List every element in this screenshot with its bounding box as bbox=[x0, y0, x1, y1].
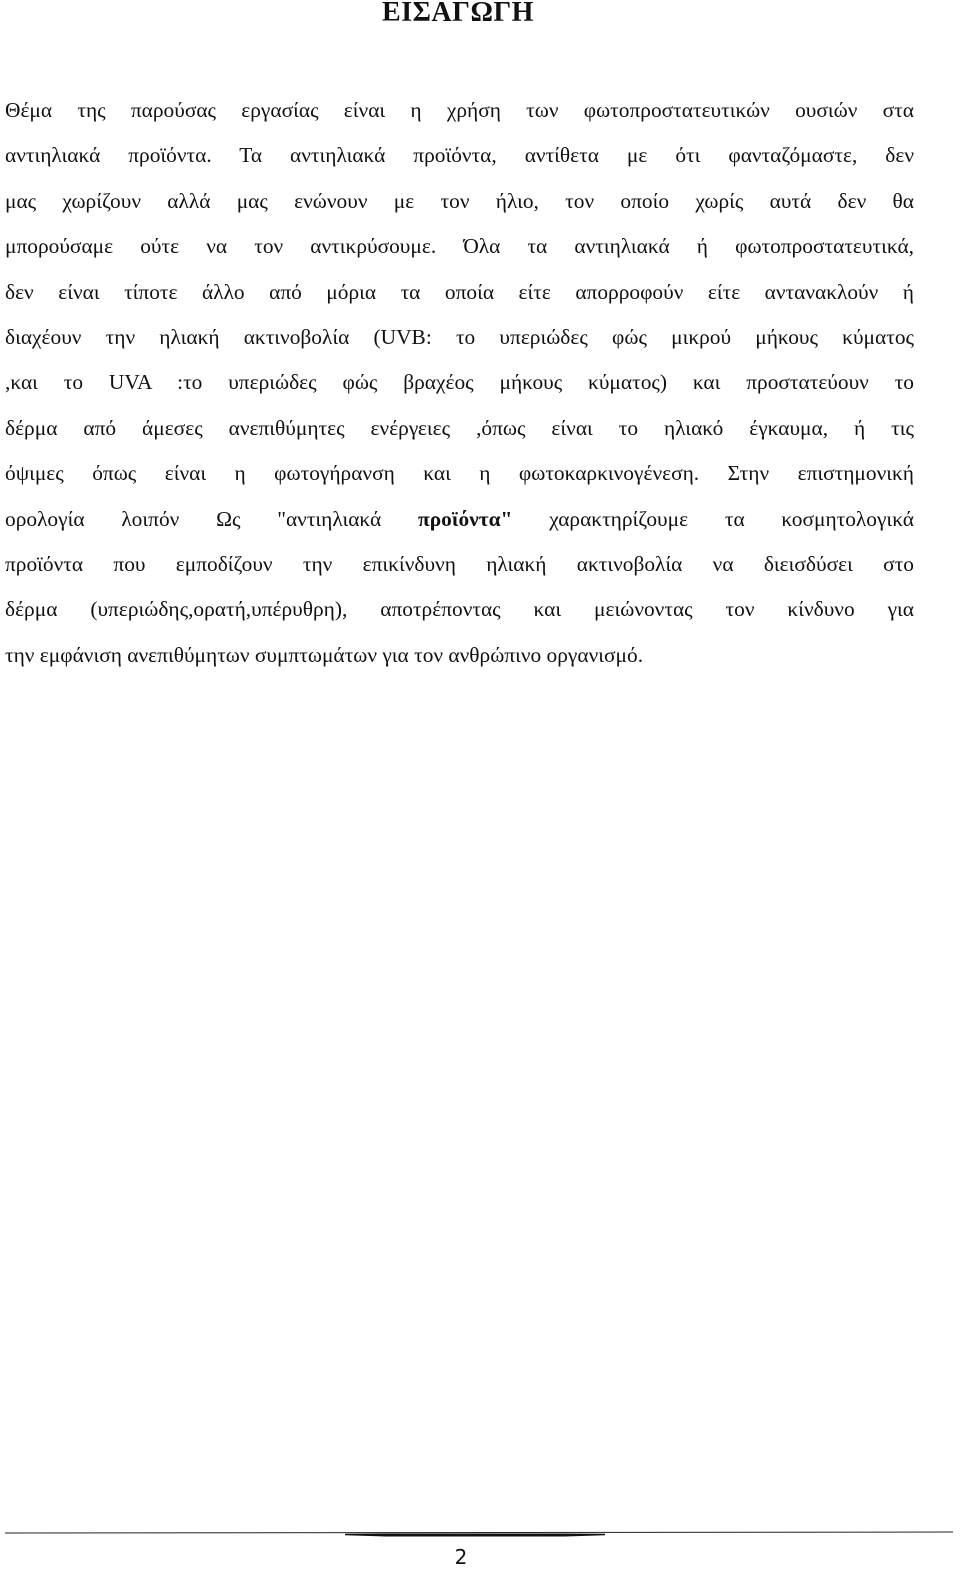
paragraph-line-7: ,και το UVA :το υπεριώδες φώς βραχέος μήκους κύματος) και προστατεύουν το bbox=[5, 370, 914, 395]
page-number: 2 bbox=[454, 1545, 468, 1569]
paragraph-line-4: μπορούσαμε ούτε να τον αντικρύσουμε. Όλα τα αντιηλιακά ή φωτοπροστατευτικά, bbox=[5, 234, 914, 259]
paragraph-line-1: Θέμα της παρούσας εργασίας είναι η χρήση των φωτοπροστατευτικών ουσιών στα bbox=[5, 98, 914, 122]
line-10-text-before: ορολογία λοιπόν Ως "αντιηλιακά bbox=[5, 506, 418, 531]
paragraph-line-13: την εμφάνιση ανεπιθύμητων συμπτωμάτων για τον ανθρώπινο οργανισμό. bbox=[5, 642, 644, 667]
page-title: ΕΙΣΑΓΩΓΗ bbox=[382, 0, 534, 28]
footer-rule bbox=[5, 1531, 953, 1537]
paragraph-line-9: όψιμες όπως είναι η φωτογήρανση και η φωτοκαρκινογένεση. Στην επιστημονική bbox=[5, 461, 914, 486]
paragraph-line-12: δέρμα (υπεριώδης,ορατή,υπέρυθρη), αποτρέποντας και μειώνοντας τον κίνδυνο για bbox=[5, 597, 914, 622]
paragraph-line-8: δέρμα από άμεσες ανεπιθύμητες ενέργειες ,όπως είναι το ηλιακό έγκαυμα, ή τις bbox=[5, 415, 914, 440]
paragraph-line-6: διαχέουν την ηλιακή ακτινοβολία (UVB: το υπεριώδες φώς μικρού μήκους κύματος bbox=[5, 324, 914, 349]
body-paragraph bbox=[5, 88, 914, 678]
bold-term: προϊόντα" bbox=[418, 506, 513, 531]
paragraph-line-11: προϊόντα που εμποδίζουν την επικίνδυνη ηλιακή ακτινοβολία να διεισδύσει στο bbox=[5, 551, 914, 576]
paragraph-line-3: μας χωρίζουν αλλά μας ενώνουν με τον ήλιο, τον οποίο χωρίς αυτά δεν θα bbox=[5, 188, 914, 213]
line-10-text-after: χαρακτηρίζουμε τα κοσμητολογικά bbox=[512, 506, 914, 531]
paragraph-line-5: δεν είναι τίποτε άλλο από μόρια τα οποία είτε απορροφούν είτε αντανακλούν ή bbox=[5, 279, 914, 304]
paragraph-line-10 bbox=[5, 497, 914, 542]
paragraph-line-2: αντιηλιακά προϊόντα. Τα αντιηλιακά προϊόντα, αντίθετα με ότι φανταζόμαστε, δεν bbox=[5, 143, 914, 168]
